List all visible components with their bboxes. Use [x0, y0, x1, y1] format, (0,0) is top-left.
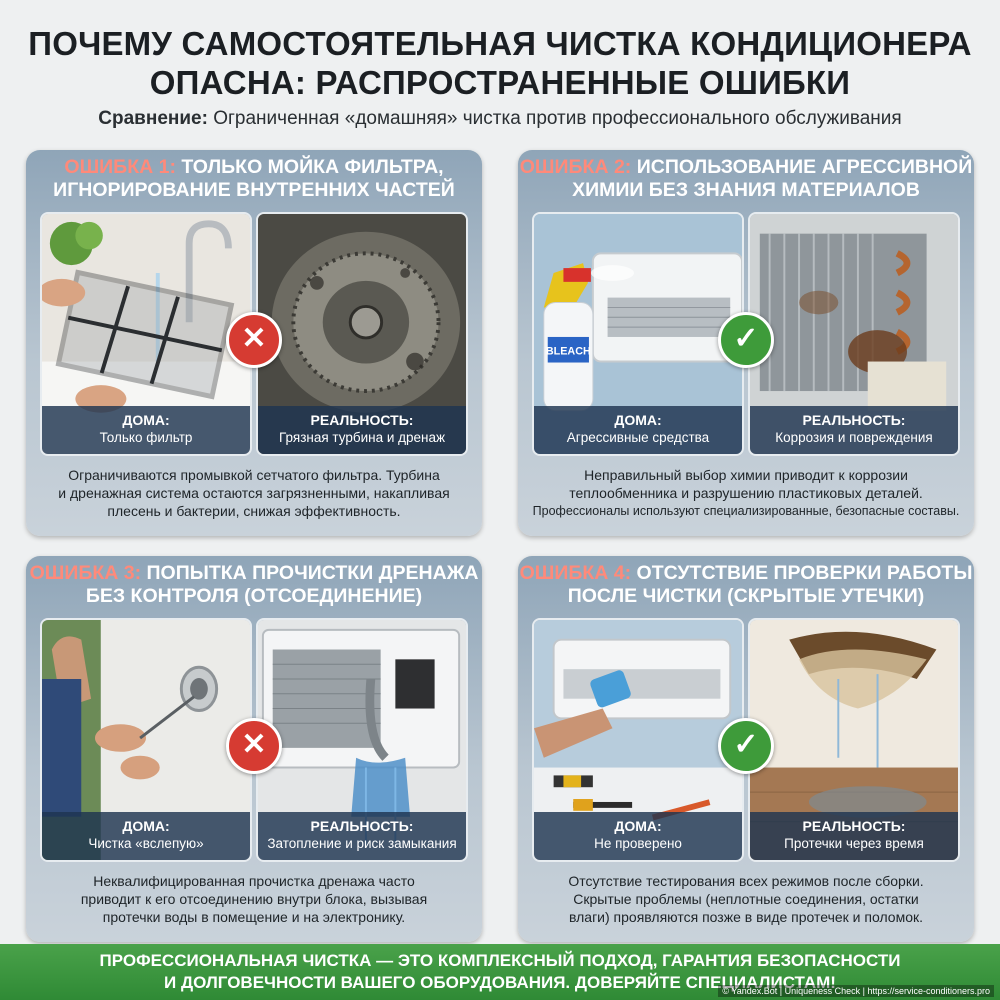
reality-caption [258, 406, 466, 454]
mistake-card-4 [518, 556, 974, 942]
reality-label: РЕАЛЬНОСТЬ: [310, 412, 414, 428]
mistake-card-3 [26, 556, 482, 942]
home-caption [534, 812, 742, 860]
home-label: ДОМА: [122, 818, 170, 834]
desc-line-1: Отсутствие тестирования всех режимов после сборки. [568, 873, 924, 889]
home-caption [42, 406, 250, 454]
card-heading [518, 562, 974, 608]
home-photo [532, 618, 744, 862]
desc-line-2: Скрытые проблемы (неплотные соединения, остатки [573, 891, 919, 907]
reality-label: РЕАЛЬНОСТЬ: [802, 818, 906, 834]
bottle-label: BLEACH [545, 345, 591, 358]
card-description [528, 466, 964, 520]
home-label: ДОМА: [614, 412, 662, 428]
desc-line-3: влаги) проявляются позже в виде протечек и поломок. [569, 909, 923, 925]
heading-line-1: ОТСУТСТВИЕ ПРОВЕРКИ РАБОТЫ [631, 562, 973, 584]
home-caption [42, 812, 250, 860]
reality-caption [258, 812, 466, 860]
cross-icon: ✕ [226, 312, 282, 368]
desc-line-1: Неправильный выбор химии приводит к коррозии [584, 467, 908, 483]
heading-line-2: БЕЗ КОНТРОЛЯ (ОТСОЕДИНЕНИЕ) [85, 585, 423, 607]
reality-label: РЕАЛЬНОСТЬ: [310, 818, 414, 834]
mistake-card-2 [518, 150, 974, 536]
reality-photo [256, 618, 468, 862]
reality-label: РЕАЛЬНОСТЬ: [802, 412, 906, 428]
home-photo [40, 618, 252, 862]
desc-line-1: Неквалифицированная прочистка дренажа часто [93, 873, 415, 889]
footer-line-1: ПРОФЕССИОНАЛЬНАЯ ЧИСТКА — ЭТО КОМПЛЕКСНЫЙ ПОДХОД, ГАРАНТИЯ БЕЗОПАСНОСТИ [99, 951, 901, 970]
reality-caption [750, 812, 958, 860]
page-title-line-1: ПОЧЕМУ САМОСТОЯТЕЛЬНАЯ ЧИСТКА КОНДИЦИОНЕРА [28, 25, 972, 62]
card-description [36, 466, 472, 520]
home-text: Не проверено [594, 836, 682, 851]
card-heading [26, 156, 482, 202]
desc-line-3: плесень и бактерии, снижая эффективность. [107, 503, 401, 519]
reality-photo [748, 212, 960, 456]
heading-line-1: ИСПОЛЬЗОВАНИЕ АГРЕССИВНОЙ [631, 156, 973, 178]
page-subtitle [0, 108, 1000, 130]
mistake-card-1 [26, 150, 482, 536]
heading-line-2: ПОСЛЕ ЧИСТКИ (СКРЫТЫЕ УТЕЧКИ) [567, 585, 925, 607]
home-photo [532, 212, 744, 456]
reality-text: Грязная турбина и дренаж [278, 430, 446, 445]
card-heading [26, 562, 482, 608]
home-text: Чистка «вслепую» [88, 836, 204, 851]
home-caption [534, 406, 742, 454]
cross-icon: ✕ [226, 718, 282, 774]
desc-line-2: приводит к его отсоединению внутри блока, вызывая [80, 891, 428, 907]
reality-text: Затопление и риск замыкания [267, 836, 457, 851]
card-description [36, 872, 472, 926]
card-heading [518, 156, 974, 202]
home-label: ДОМА: [614, 818, 662, 834]
home-photo [40, 212, 252, 456]
page-title [0, 24, 1000, 102]
reality-text: Коррозия и повреждения [775, 430, 933, 445]
footer-line-2: И ДОЛГОВЕЧНОСТИ ВАШЕГО ОБОРУДОВАНИЯ. ДОВЕРЯЙТЕ СПЕЦИАЛИСТАМ! [164, 973, 836, 992]
error-label: ОШИБКА 4: [519, 562, 632, 584]
desc-line-1: Ограничиваются промывкой сетчатого фильтра. Турбина [68, 467, 440, 483]
desc-line-2: теплообменника и разрушению пластиковых деталей. [569, 485, 923, 501]
heading-line-1: ТОЛЬКО МОЙКА ФИЛЬТРА, [175, 156, 444, 178]
heading-line-2: ИГНОРИРОВАНИЕ ВНУТРЕННИХ ЧАСТЕЙ [53, 179, 455, 201]
check-icon: ✓ [718, 312, 774, 368]
page-title-line-2: ОПАСНА: РАСПРОСТРАНЕННЫЕ ОШИБКИ [149, 64, 851, 101]
error-label: ОШИБКА 3: [29, 562, 142, 584]
heading-line-1: ПОПЫТКА ПРОЧИСТКИ ДРЕНАЖА [141, 562, 479, 584]
subtitle-text: Ограниченная «домашняя» чистка против профессионального обслуживания [207, 108, 902, 129]
subtitle-label: Сравнение: [98, 108, 208, 129]
reality-photo [256, 212, 468, 456]
reality-photo [748, 618, 960, 862]
check-icon: ✓ [718, 718, 774, 774]
home-text: Только фильтр [99, 430, 193, 445]
credit-watermark: © Yandex.Bot | Uniqueness Check | https://service-conditioners.pro [718, 985, 994, 997]
reality-caption [750, 406, 958, 454]
desc-line-4: Профессионалы используют специализированные, безопасные составы. [532, 504, 960, 518]
reality-text: Протечки через время [784, 836, 924, 851]
error-label: ОШИБКА 1: [64, 156, 176, 178]
desc-line-3: протечки воды в помещение и на электронику. [102, 909, 406, 925]
heading-line-2: ХИМИИ БЕЗ ЗНАНИЯ МАТЕРИАЛОВ [572, 179, 920, 201]
card-description [528, 872, 964, 926]
home-text: Агрессивные средства [566, 430, 710, 445]
home-label: ДОМА: [122, 412, 170, 428]
desc-line-2: и дренажная система остаются загрязненными, накапливая [58, 485, 450, 501]
error-label: ОШИБКА 2: [519, 156, 632, 178]
